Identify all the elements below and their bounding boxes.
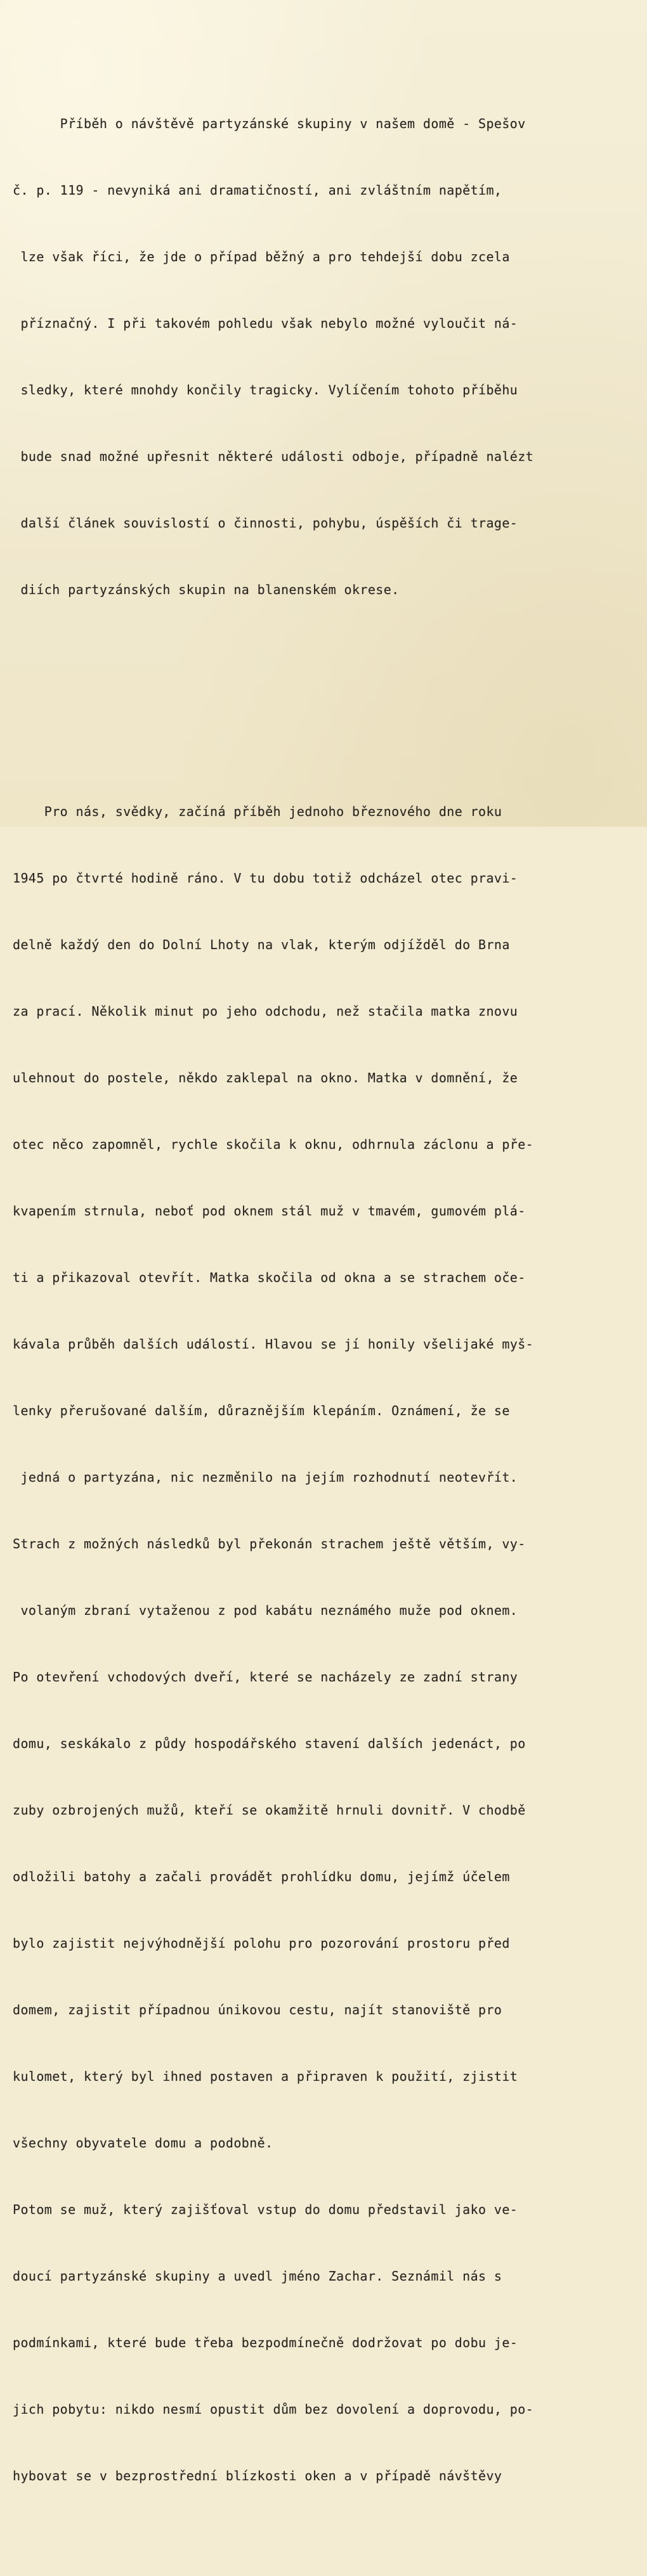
text-line: otec něco zapomněl, rychle skočila k oknu, odhrnula záclonu a pře- [13,1137,534,1152]
text-line: zuby ozbrojených mužů, kteří se okamžitě hrnuli dovnitř. V chodbě [13,1803,526,1818]
text-line: domu, seskákalo z půdy hospodářského stavení dalších jedenáct, po [13,1736,526,1751]
text-line: podmínkami, které bude třeba bezpodmínečně dodržovat po dobu je- [13,2335,518,2350]
text-line: lenky přerušované dalším, důraznějším klepáním. Oznámení, že se [13,1403,510,1418]
paragraph-gap [13,690,644,712]
text-line: kávala průběh dalších událostí. Hlavou se jí honily všelijaké myš- [13,1337,534,1352]
text-line: bude snad možné upřesnit některé události odboje, případně nalézt [13,449,534,464]
text-line: kvapením strnula, neboť pod oknem stál muž v tmavém, gumovém plá- [13,1203,526,1219]
text-line: ti a přikazoval otevřít. Matka skočila od okna a se strachem oče- [13,1270,526,1285]
text-line: Příběh o návštěvě partyzánské skupiny v našem domě - Spešov [13,116,526,131]
text-line: příznačný. I při takovém pohledu však nebylo možné vyloučit ná- [13,316,518,331]
text-line: lze však říci, že jde o případ běžný a pro tehdejší dobu zcela [13,249,510,264]
text-line: diích partyzánských skupin na blanenském okrese. [13,582,400,597]
text-line: sledky, které mnohdy končily tragicky. Vylíčením tohoto příběhu [13,382,518,398]
text-line: doucí partyzánské skupiny a uvedl jméno Zachar. Seznámil nás s [13,2269,502,2284]
text-line: 1945 po čtvrté hodině ráno. V tu dobu totiž odcházel otec pravi- [13,871,518,886]
text-line: jedná o partyzána, nic nezměnilo na jejím rozhodnutí neotevřít. [13,1470,518,1485]
text-line: hybovat se v bezprostřední blízkosti oken a v případě návštěvy [13,2468,502,2483]
document-body [13,24,644,2576]
text-line: č. p. 119 - nevyniká ani dramatičností, ani zvláštním napětím, [13,183,502,198]
text-line: domem, zajistit případnou únikovou cestu, najít stanoviště pro [13,2002,502,2017]
text-line: odložili batohy a začali provádět prohlídku domu, jejímž účelem [13,1869,510,1884]
text-line: za prací. Několik minut po jeho odchodu, než stačila matka znovu [13,1004,518,1019]
text-line: všechny obyvatele domu a podobně. [13,2135,273,2151]
text-line: kulomet, který byl ihned postaven a připraven k použití, zjistit [13,2069,518,2084]
text-line: Potom se muž, který zajišťoval vstup do domu představil jako ve- [13,2202,518,2217]
text-line: volaným zbraní vytaženou z pod kabátu neznámého muže pod oknem. [13,1603,518,1618]
text-line: ulehnout do postele, někdo zaklepal na okno. Matka v domnění, že [13,1070,518,1085]
text-line: další článek souvislostí o činnosti, pohybu, úspěších či trage- [13,515,518,531]
text-line: jich pobytu: nikdo nesmí opustit dům bez dovolení a doprovodu, po- [13,2402,534,2417]
text-line: delně každý den do Dolní Lhoty na vlak, kterým odjížděl do Brna [13,937,510,952]
text-line: Po otevření vchodových dveří, které se nacházely ze zadní strany [13,1669,518,1685]
paragraph-1 [13,68,644,645]
paragraph-2 [13,756,644,2532]
text-line: Strach z možných následků byl překonán strachem ještě větším, vy- [13,1536,526,1551]
text-line: Pro nás, svědky, začíná příběh jednoho březnového dne roku [13,804,502,819]
text-line: bylo zajistit nejvýhodnější polohu pro pozorování prostoru před [13,1936,510,1951]
